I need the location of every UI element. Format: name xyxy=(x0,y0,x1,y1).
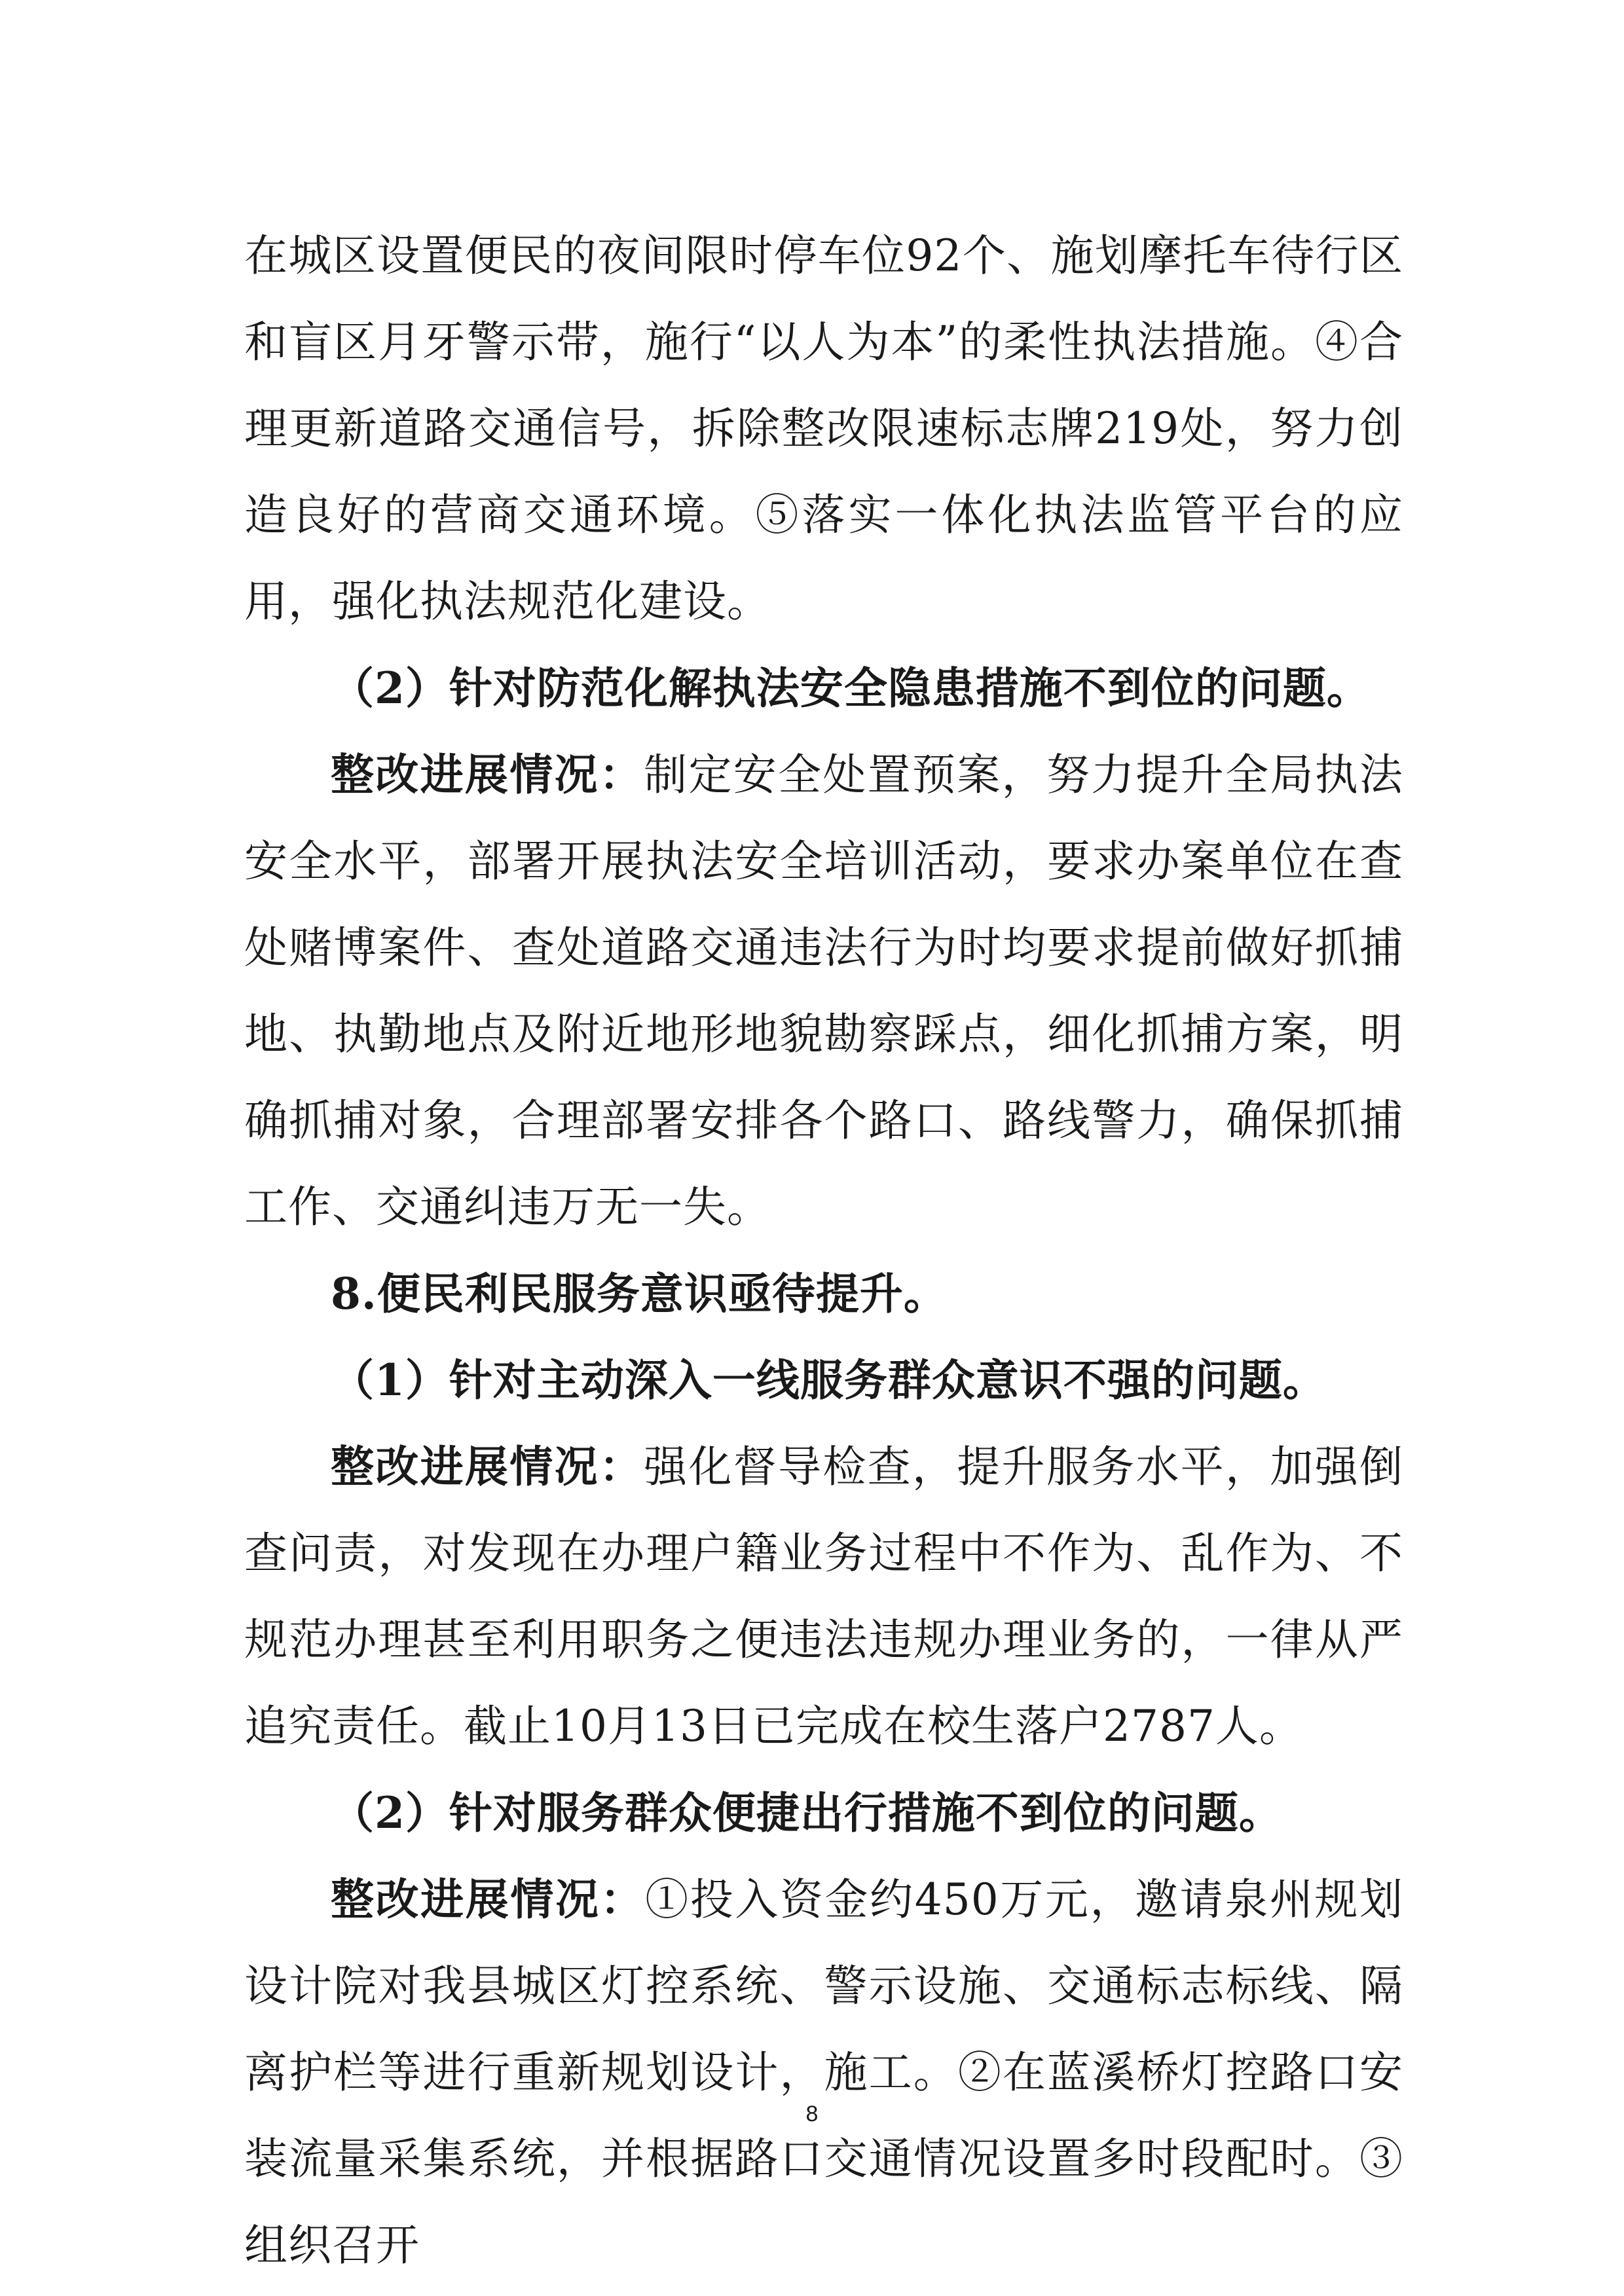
subsection-heading-2 xyxy=(244,645,1403,731)
progress-paragraph xyxy=(244,731,1403,1250)
heading-text: （2）针对防范化解执法安全隐患措施不到位的问题。 xyxy=(331,663,1371,714)
progress-paragraph xyxy=(244,1856,1403,2289)
paragraph-text: 强化督导检查，提升服务水平，加强倒查问责，对发现在办理户籍业务过程中不作为、乱作为、不规范办理甚至利用职务之便违法违规办理业务的，一律从严追究责任。截止10月13日已完成在校生落户2787人。 xyxy=(244,1442,1404,1751)
page-number: 8 xyxy=(805,2102,819,2126)
section-heading-8 xyxy=(244,1250,1403,1337)
progress-lead: 整改进展情况： xyxy=(331,749,644,800)
paragraph-continuation xyxy=(244,213,1403,645)
subsection-heading-1 xyxy=(244,1337,1403,1423)
progress-paragraph xyxy=(244,1423,1403,1770)
heading-text: 8.便民利民服务意识亟待提升。 xyxy=(331,1268,948,1319)
heading-text: （1）针对主动深入一线服务群众意识不强的问题。 xyxy=(331,1355,1327,1406)
subsection-heading-2 xyxy=(244,1770,1403,1856)
progress-lead: 整改进展情况： xyxy=(331,1441,644,1492)
paragraph-text: 制定安全处置预案，努力提升全局执法安全水平，部署开展执法安全培训活动，要求办案单位在查处赌博案件、查处道路交通违法行为时均要求提前做好抓捕地、执勤地点及附近地形地貌勘察踩点，细化抓捕方案，明确抓捕对象，合理部署安排各个路口、路线警力，确保抓捕工作、交通纠违万无一失。 xyxy=(244,750,1404,1232)
paragraph-text: ①投入资金约450万元，邀请泉州规划设计院对我县城区灯控系统、警示设施、交通标志标线、隔离护栏等进行重新规划设计，施工。②在蓝溪桥灯控路口安装流量采集系统，并根据路口交通情况设置多时段配时。③组织召开 xyxy=(244,1874,1404,2270)
heading-text: （2）针对服务群众便捷出行措施不到位的问题。 xyxy=(331,1787,1283,1838)
paragraph-text: 在城区设置便民的夜间限时停车位92个、施划摩托车待行区和盲区月牙警示带，施行“以人为本”的柔性执法措施。④合理更新道路交通信号，拆除整改限速标志牌219处，努力创造良好的营商交通环境。⑤落实一体化执法监管平台的应用，强化执法规范化建设。 xyxy=(244,230,1403,627)
progress-lead: 整改进展情况： xyxy=(331,1874,646,1925)
document-body xyxy=(244,213,1403,2289)
